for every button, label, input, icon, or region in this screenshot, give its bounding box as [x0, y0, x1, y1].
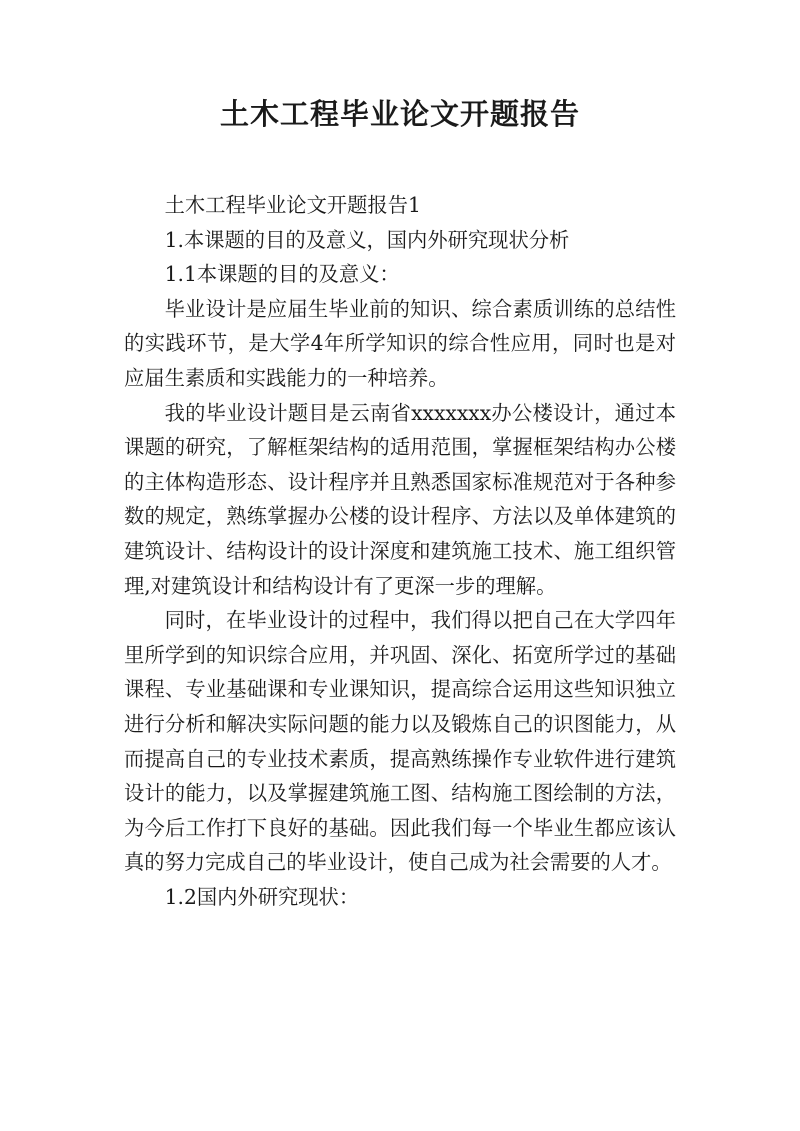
paragraph-report-heading: 土木工程毕业论文开题报告1 [164, 193, 421, 217]
paragraph-section-1-2-heading: 1.2国内外研究现状： [164, 884, 360, 909]
document-body [124, 188, 676, 914]
document-title: 土木工程毕业论文开题报告 [219, 97, 580, 131]
paragraph-body: 毕业设计是应届生毕业前的知识、综合素质训练的总结性的实践环节，是大学4年所学知识的综合性应用，同时也是对应届生素质和实践能力的一种培养。 [124, 296, 676, 390]
paragraph-body: 同时，在毕业设计的过程中，我们得以把自己在大学四年里所学到的知识综合应用，并巩固、深化、拓宽所学过的基础课程、专业基础课和专业课知识，提高综合运用这些知识独立进行分析和解决实际问题的能力以及锻炼自己的识图能力，从而提高自己的专业技术素质，提高熟练操作专业软件进行建筑设计的能力，以及掌握建筑施工图、结构施工图绘制的方法，为今后工作打下良好的基础。因此我们每一个毕业生都应该认真的努力完成自己的毕业设计，使自己成为社会需要的人才。 [124, 608, 676, 875]
paragraph-section-1-1-heading: 1.1本课题的目的及意义： [164, 262, 400, 287]
paragraph-body: 我的毕业设计题目是云南省xxxxxxx办公楼设计，通过本课题的研究，了解框架结构的适用范围，掌握框架结构办公楼的主体构造形态、设计程序并且熟悉国家标准规范对于各种参数的规定，熟练掌握办公楼的设计程序、方法以及单体建筑的建筑设计、结构设计的设计深度和建筑施工技术、施工组织管理,对建筑设计和结构设计有了更深一步的理解。 [124, 400, 676, 598]
paragraph-section-1-heading: 1.本课题的目的及意义，国内外研究现状分析 [164, 227, 570, 252]
